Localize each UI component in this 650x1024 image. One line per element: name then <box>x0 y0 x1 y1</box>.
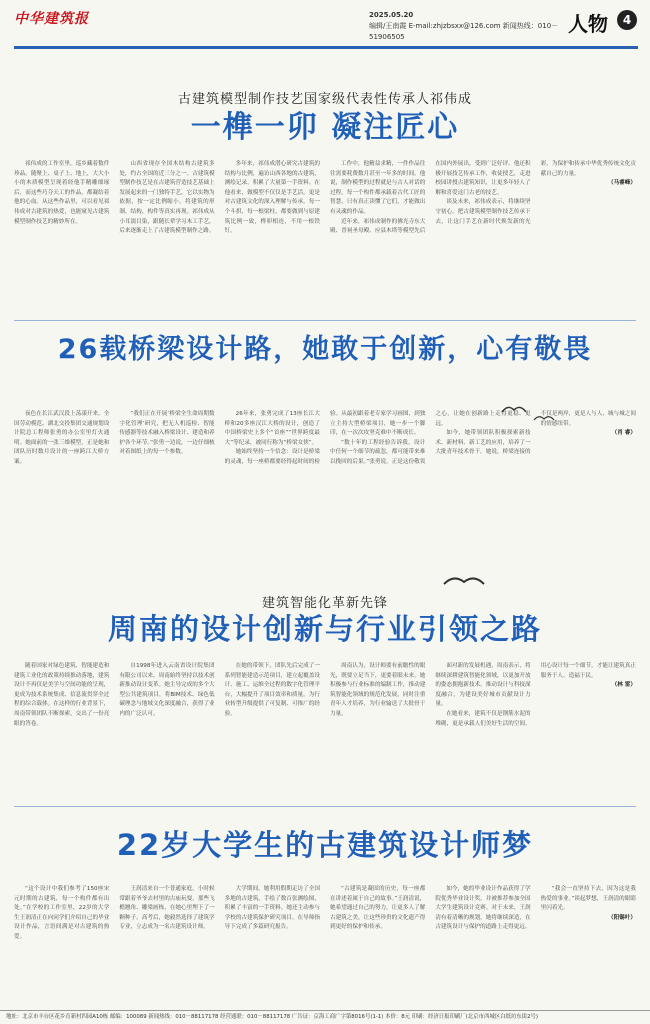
article-zhang-yong <box>14 330 636 590</box>
article-paragraph: 谈及未来，祁伟成表示，将继续坚守初心，把古建筑模型制作技艺传承下去，让这门手艺在新时代焕发新的光彩，为保护和传承中华优秀传统文化贡献自己的力量。 <box>435 161 636 225</box>
article-paragraph: 大学期间，她利用假期走访了全国多地的古建筑，手绘了数百张测绘图，积累了丰富的一手资料。她还主动参与学校的古建筑保护研究项目，在导师指导下完成了多篇研究报告。 <box>224 886 320 931</box>
article-paragraph: “我们正在开展‘桥梁全生命周期数字化管理’研究，把无人机巡检、智能传感器等技术融入桥梁设计、建造和养护各个环节。”张勇一边说，一边仔细核对着图纸上的每一个参数。 <box>119 411 215 456</box>
editor-credit: 编辑/王南霞 <box>369 22 407 30</box>
article-author: （马睿峰） <box>607 180 636 187</box>
article-paragraph: 如今，她带领团队积极探索新技术、新材料、新工艺的应用，培养了一大批青年技术骨干。她说，桥梁连接的不仅是两岸，更是人与人、城与城之间的情感纽带。 <box>435 411 636 456</box>
article-paragraph: 随着国家对绿色建筑、智能建造和建筑工业化的政策持续推动落地，建筑设计不再仅是美学与空间功能的呈现，更成为技术系统集成、信息流贯穿全过程的综合载体。在这样的行业背景下，周南带领团队不断探索，交出了一份亮眼的答卷。 <box>14 663 110 727</box>
article-author: （阳锡叶） <box>607 914 636 921</box>
page-footer: 地址：北京市丰台区花乡育新村四园A10栋 邮编：100089 新闻热线：010－88117178 经营通联：010－88117178 广告证：京海工商广字第8016号(1-1) 本价：8元 印刷：经济日报印刷厂(北京市西城区白纸坊东街2号) <box>0 1010 650 1024</box>
article-qi-weicheng <box>14 88 636 318</box>
issue-date: 2025.05.20 <box>369 11 414 19</box>
article-body <box>14 410 636 578</box>
article-zhou-nan <box>14 590 636 805</box>
masthead-logo: 中华建筑报 <box>14 11 89 27</box>
article-paragraph: 祁伟成的工作室里，巡乡藏着数件珍品。随聚上、桌子上、地上，大大小小的木质模型呈现着经他手精雕细琢后，而这些巧夺天工的作品，都凝结着他的心血。从这些作品里，可以看见祁伟成对古建筑的热爱，也能窥见古建筑模型制作技艺的精妙所在。 <box>14 161 110 225</box>
article-paragraph: 夜色在长江武汉段上荡漾开来，全国劳动模范、湖北交投集团交通规划设计院总工程师张勇的办公室里灯火通明。她面前的一张三维模型，正是她和团队历时数月设计的一座跨江大桥方案。 <box>14 411 110 465</box>
page-header <box>14 8 638 50</box>
section-divider <box>14 320 636 321</box>
article-paragraph: 近年来，祁伟成制作的佛光寺东大殿、晋祠圣母殿、应县木塔等模型先后在国内外展出，受到广泛好评。他还积极开展技艺传承工作，收徒授艺，走进校园讲授古建筑知识，让更多年轻人了解和喜爱这门古老的技艺。 <box>329 161 531 235</box>
article-body <box>14 885 636 1005</box>
editor-email: E-mail:zhjzbsxx@126.com <box>408 22 501 30</box>
article-kicker: 古建筑模型制作技艺国家级代表性传承人祁伟成 <box>177 92 472 107</box>
article-paragraph: 多年来，祁伟成潜心研究古建筑的结构与比例，遍访山西各地的古建筑，测绘记录，积累了大量第一手资料。在他看来，做模型不仅仅是手艺活，更是对古建筑文化的深入理解与传承。每一个斗拱、每一根梁柱，都要做到与原建筑比例一致，榫卯相连，不用一根铁钉。 <box>224 161 320 235</box>
article-headline: 一榫一卯 凝注匠心 <box>190 110 460 145</box>
header-rule <box>14 46 638 49</box>
article-student-architect <box>14 815 636 1007</box>
article-paragraph: 如今，她的毕业设计作品获得了学院优秀毕业设计奖，并被推荐参加全国大学生建筑设计竞赛。对于未来，王润清有着清晰的规划，她将继续深造，在古建筑设计与保护的道路上走得更远。 <box>435 886 531 931</box>
article-author: （林 雷） <box>611 682 636 689</box>
article-headline: 22岁大学生的古建筑设计师梦 <box>116 828 534 862</box>
article-paragraph: 工作中，他精益求精，一件作品往往需要耗费数月甚至一年多的时间。他说，制作模型的过程就是与古人对话的过程，每一个构件都承载着古代工匠的智慧，只有真正读懂了它们，才能做出有灵魂的作品。 <box>329 161 426 215</box>
section-title: 人物 <box>568 12 608 36</box>
article-paragraph: 山西省现存全国木结构古建筑多处，约占全国的近三分之一。古建筑模型制作技艺是在古建筑营造技艺基础上发展起来的一门独特手艺，它以实物为依据，按一定比例缩小，将建筑的形制、结构、构件等真实再现。祁伟成从小耳濡目染，跟随长辈学习木工手艺，后来逐渐走上了古建筑模型制作之路。 <box>119 161 215 235</box>
article-body <box>14 662 636 802</box>
article-paragraph: 在她的带领下，团队先后完成了一系列智能建造示范项目，建立起覆盖设计、施工、运维全过程的数字化管理平台，大幅提升了项目效率和质量，为行业转型升级提供了可复制、可推广的经验。 <box>224 663 320 717</box>
article-paragraph: 周南认为，设计师要有前瞻性的眼光，既要立足当下，更要着眼未来。她积极参与行业标准的编制工作，推动建筑智能化领域的规范化发展，同时注重青年人才培养，为行业输送了大批骨干力量。 <box>329 663 426 717</box>
article-paragraph: 面对新的发展机遇，周南表示，将继续深耕建筑智能化领域，以更加开放的姿态拥抱新技术，推动设计与科技深度融合，为建设美好城市贡献设计力量。 <box>435 663 531 708</box>
article-paragraph: 王润清来自一个普通家庭，小时候常跟着爷爷去村里的古庙玩耍。那些飞檐翘角、雕梁画栋，在她心里埋下了一颗种子。高考后，她毅然选择了建筑学专业，立志成为一名古建筑设计师。 <box>119 886 215 931</box>
news-hotline: 新闻热线：010－51906505 <box>369 22 559 41</box>
article-paragraph: “古建筑是凝固的历史，每一座都在讲述着属于自己的故事。”王润清说，她希望通过自己的努力，让更多人了解古建筑之美，让这些珍贵的文化遗产得到更好的保护和传承。 <box>329 886 426 931</box>
article-kicker: 建筑智能化革新先锋 <box>261 596 388 611</box>
birds-illustration <box>500 400 560 428</box>
article-author: （肖 睿） <box>611 430 636 437</box>
section-divider <box>14 806 636 807</box>
article-headline: 周南的设计创新与行业引领之路 <box>107 612 542 646</box>
article-paragraph: 在她看来，建筑不仅是钢筋水泥的堆砌，更是承载人们美好生活的空间。用心设计每一个细节，才能让建筑真正服务于人、造福于民。 <box>435 663 636 727</box>
article-paragraph: 她始终坚持一个信念：设计是桥梁的灵魂，每一座桥都要经得起时间的检验。从最初跟着老专家学习画图，到独立主持大型桥梁项目，她一步一个脚印，在一次次攻坚克难中不断成长。 <box>224 411 426 465</box>
article-paragraph: 26年来，张勇完成了13座长江大桥和20多座汉江大桥的设计，创造了中国桥梁史上多个“首座”“世界跨度最大”等纪录，被同行称为“桥梁女侠”。 <box>224 411 320 446</box>
article-headline: 26载桥梁设计路，她敢于创新，心有敬畏 <box>57 334 593 365</box>
article-paragraph: “数十年的工程经验告诉我，设计中任何一个细节的疏忽，都可能带来难以挽回的后果。”张勇说，正是这份敬畏之心，让她在创新路上走得更稳、更远。 <box>329 411 531 465</box>
header-meta <box>369 10 559 43</box>
article-paragraph: “我会一直坚持下去，因为这是我热爱的事业。”谈起梦想，王润清的眼睛里闪着光。 <box>540 886 636 912</box>
article-paragraph: 自1998年进入云南省设计院集团有限公司以来，周南始终坚持以技术创新推动设计变革。她主导完成的多个大型公共建筑项目，将BIM技术、绿色低碳理念与地域文化深度融合，获得了业内的广泛认可。 <box>119 663 215 717</box>
article-body <box>14 160 636 316</box>
page-number-badge: 4 <box>617 10 637 30</box>
article-paragraph: “这个设计中我们参考了150座宋元时期的古建筑，每一个构件都有出处。”在学校的工作室里，22岁的大学生王润清正在向同学们介绍自己的毕业设计作品，言语间满是对古建筑的热爱。 <box>14 886 110 940</box>
